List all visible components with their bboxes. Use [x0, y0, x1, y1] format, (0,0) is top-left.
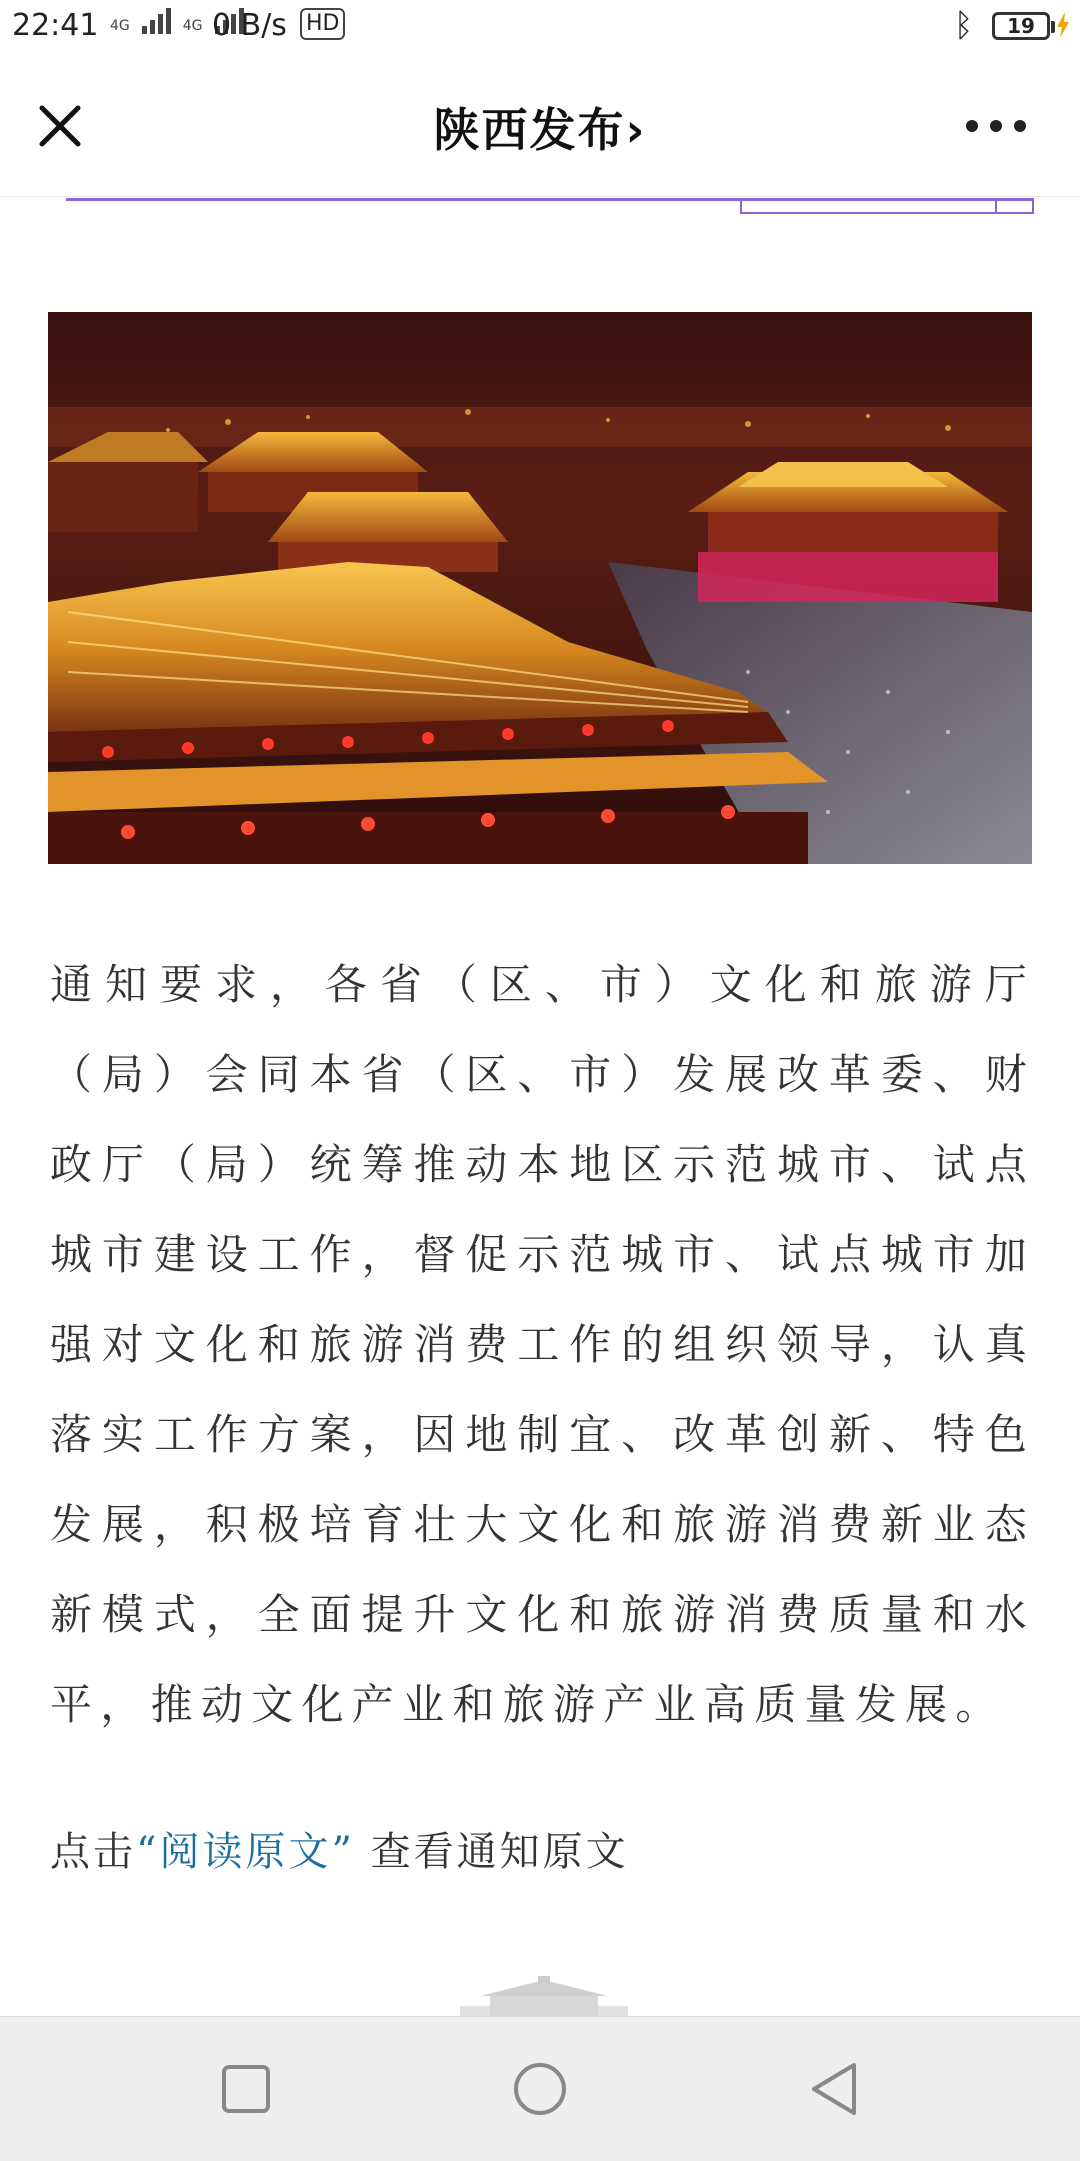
read-more-suffix: 查看通知原文 [354, 1829, 629, 1875]
more-icon[interactable] [966, 120, 1026, 134]
signal-icon [142, 6, 171, 34]
charging-icon [1056, 12, 1070, 38]
read-more-line [50, 1820, 1030, 1877]
article-image[interactable] [48, 312, 1032, 864]
account-title-link[interactable] [0, 94, 1080, 160]
page-title: 陕西发布 [433, 103, 626, 157]
status-time: 22:41 [12, 8, 99, 43]
system-nav-bar [0, 2016, 1080, 2161]
decorative-building-icon [460, 1976, 628, 2016]
network-label-1: 4G [110, 18, 130, 34]
home-icon[interactable] [512, 2061, 568, 2117]
hd-badge: HD [300, 8, 345, 40]
network-label-2: 4G [182, 18, 203, 34]
decorative-frame [740, 198, 1034, 214]
bluetooth-icon: ᛒ [954, 6, 974, 44]
top-nav-bar [0, 56, 1080, 197]
read-more-prefix: 点击 [50, 1829, 136, 1875]
back-icon[interactable] [806, 2061, 862, 2117]
decorative-tick [995, 198, 997, 214]
chevron-right-icon: › [625, 103, 647, 157]
read-original-link[interactable]: “阅读原文” [136, 1829, 355, 1875]
battery-icon: 19 [992, 12, 1050, 40]
status-bar [0, 0, 1080, 56]
recents-icon[interactable] [218, 2061, 274, 2117]
night-temple-illustration [48, 312, 1032, 864]
article-paragraph: 通知要求，各省（区、市）文化和旅游厅（局）会同本省（区、市）发展改革委、财政厅（局）统筹推动本地区示范城市、试点城市建设工作，督促示范城市、试点城市加强对文化和旅游消费工作的组织领导，认真落实工作方案，因地制宜、改革创新、特色发展，积极培育壮大文化和旅游消费新业态新模式，全面提升文化和旅游消费质量和水平，推动文化产业和旅游产业高质量发展。 [50, 960, 1035, 1729]
network-speed: 0 B/s [212, 8, 287, 43]
